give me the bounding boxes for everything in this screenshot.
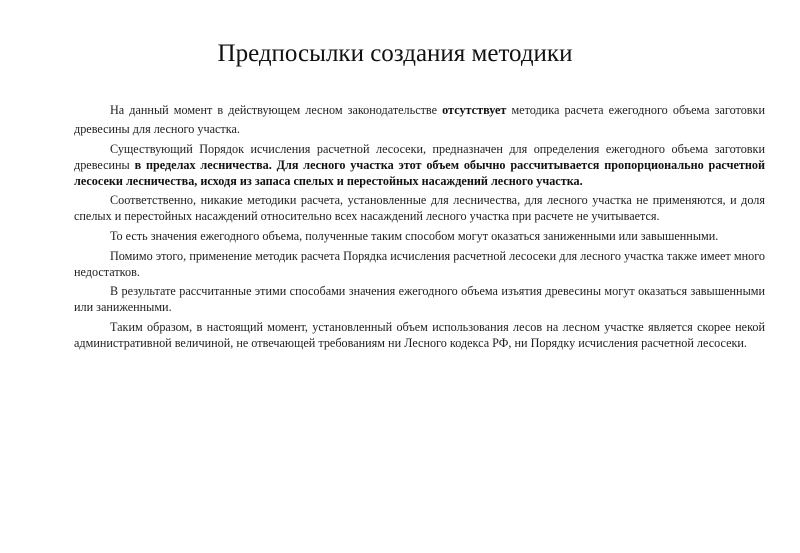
slide-body (74, 101, 765, 356)
text-segment: Помимо этого, применение методик расчета Порядка исчисления расчетной лесосеки для лесного участка также имеет много недостатков. (74, 248, 765, 279)
text-segment: Соответственно, никакие методики расчета, установленные для лесничества, для лесного участка не применяются, и доля спелых и перестойных насаждений относительно всех насаждений лесного участка при расчете не учитывается. (74, 193, 765, 224)
paragraph-4 (74, 229, 765, 245)
paragraph-1 (74, 101, 765, 139)
text-segment: В результате рассчитанные этими способами значения ежегодного объема изъятия древесины могут оказаться завышенными или заниженными. (74, 284, 765, 315)
text-segment: методика расчета ежегодного объема заготовки древесины для лесного участка. (74, 103, 765, 136)
paragraph-6 (74, 284, 765, 316)
text-segment: Таким образом, в настоящий момент, установленный объем использования лесов на лесном участке является скорее некой административной величиной, не отвечающей требованиям ни Лесного кодекса РФ, ни Порядку исчисления расчетной лесосеки. (74, 319, 765, 350)
paragraph-2 (74, 142, 765, 189)
text-segment: На данный момент в действующем лесном законодательстве (110, 103, 443, 117)
text-segment: То есть значения ежегодного объема, полученные таким способом могут оказаться заниженными или завышенными. (110, 228, 719, 243)
text-segment-bold: отсутствует (442, 103, 507, 117)
text-segment-bold: в пределах лесничества. Для лесного участка этот объем обычно рассчитывается пропорционально расчетной лесосеки лесничества, исходя из запаса спелых и перестойных насаждений лесного участка. (74, 157, 765, 188)
paragraph-7 (74, 320, 765, 352)
slide-title: Предпосылки создания методики (217, 40, 573, 67)
paragraph-3 (74, 193, 765, 225)
text-segment: Существующий Порядок исчисления расчетной лесосеки, предназначен для определения ежегодного объема заготовки древесины (74, 142, 765, 172)
paragraph-5 (74, 249, 765, 281)
